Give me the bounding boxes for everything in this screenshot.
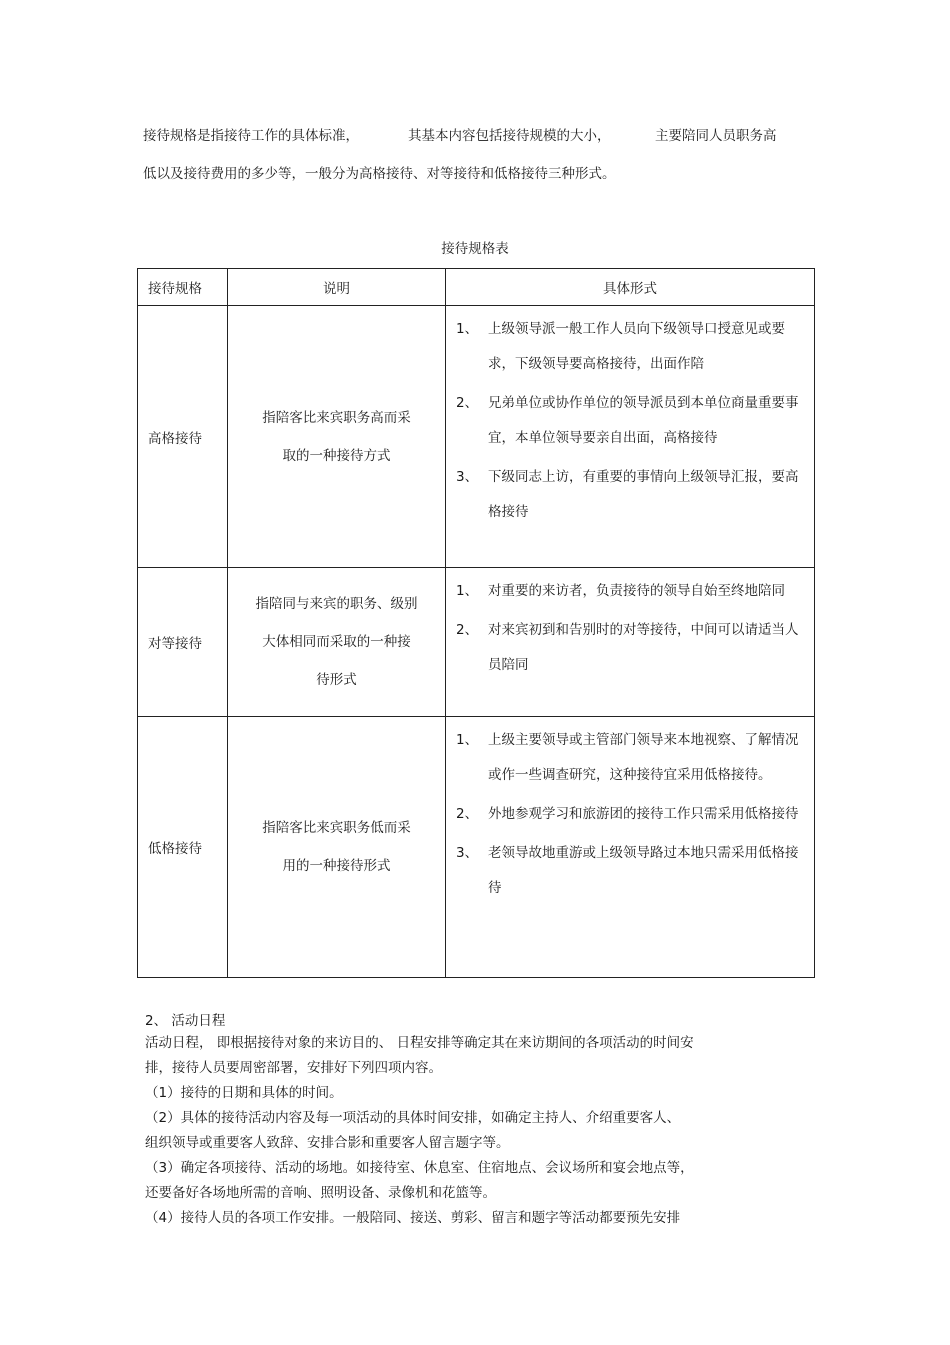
description-line: 待形式 bbox=[316, 672, 357, 688]
description-line: 指陪客比来宾职务高而采 bbox=[262, 409, 411, 426]
list-item bbox=[456, 797, 810, 832]
table-row bbox=[138, 717, 815, 978]
list-item bbox=[456, 460, 810, 530]
header-description: 说明 bbox=[228, 269, 446, 306]
list-item bbox=[456, 613, 810, 683]
description-line: 大体相同而采取的一种接 bbox=[262, 634, 411, 650]
table-header-row bbox=[138, 269, 815, 306]
description-line: 取的一种接待方式 bbox=[282, 447, 391, 464]
row-category: 对等接待 bbox=[138, 568, 228, 717]
item-number: 2、 bbox=[456, 622, 479, 638]
item-text: 对来宾初到和告别时的对等接待，中间可以请适当人员陪同 bbox=[488, 622, 799, 673]
section-text-line: （2）具体的接待活动内容及每一项活动的具体时间安排，如确定主持人、介绍重要客人、 bbox=[145, 1110, 681, 1126]
intro-line1-part3: 主要陪同人员职务高 bbox=[655, 128, 777, 144]
item-number: 3、 bbox=[456, 845, 479, 861]
item-text: 外地参观学习和旅游团的接待工作只需采用低格接待 bbox=[488, 806, 799, 822]
section-text-line: 组织领导或重要客人致辞、安排合影和重要客人留言题字等。 bbox=[145, 1135, 510, 1151]
item-text: 上级领导派一般工作人员向下级领导口授意见或要求，下级领导要高格接待，出面作陪 bbox=[488, 321, 785, 372]
item-text: 对重要的来访者，负责接待的领导自始至终地陪同 bbox=[488, 583, 785, 599]
description-line: 指陪客比来宾职务低而采 bbox=[262, 820, 411, 836]
section-text-line: （4）接待人员的各项工作安排。一般陪同、接送、剪彩、留言和题字等活动都要预先安排 bbox=[145, 1210, 681, 1226]
reception-spec-table bbox=[137, 268, 815, 978]
item-text: 兄弟单位或协作单位的领导派员到本单位商量重要事宜，本单位领导要亲自出面，高格接待 bbox=[488, 395, 799, 446]
item-number: 2、 bbox=[456, 806, 479, 822]
header-spec: 接待规格 bbox=[138, 269, 228, 306]
row-category: 低格接待 bbox=[138, 717, 228, 978]
section-text-line: 排，接待人员要周密部署，安排好下列四项内容。 bbox=[145, 1060, 442, 1076]
item-text: 上级主要领导或主管部门领导来本地视察、了解情况或作一些调查研究，这种接待宜采用低格接待。 bbox=[488, 732, 799, 783]
table-row bbox=[138, 306, 815, 568]
list-item bbox=[456, 386, 810, 456]
section-text-line: 活动日程， 即根据接待对象的来访目的、 日程安排等确定其在来访期间的各项活动的时间安 bbox=[145, 1035, 694, 1051]
row-forms bbox=[446, 717, 815, 978]
table-row bbox=[138, 568, 815, 717]
item-text: 下级同志上访，有重要的事情向上级领导汇报，要高格接待 bbox=[488, 469, 799, 520]
row-description bbox=[228, 306, 446, 568]
row-category: 高格接待 bbox=[138, 306, 228, 568]
item-number: 3、 bbox=[456, 469, 479, 485]
list-item bbox=[456, 312, 810, 382]
row-description bbox=[228, 717, 446, 978]
section-text-line: （1）接待的日期和具体的时间。 bbox=[145, 1085, 343, 1101]
table-caption: 接待规格表 bbox=[441, 241, 509, 257]
section-heading: 2、 活动日程 bbox=[145, 1013, 226, 1029]
item-number: 1、 bbox=[456, 732, 479, 748]
row-description bbox=[228, 568, 446, 717]
list-item bbox=[456, 574, 810, 609]
section-text-line: 还要备好各场地所需的音响、照明设备、录像机和花篮等。 bbox=[145, 1185, 496, 1201]
row-forms bbox=[446, 568, 815, 717]
list-item bbox=[456, 723, 810, 793]
item-text: 老领导故地重游或上级领导路过本地只需采用低格接待 bbox=[488, 845, 799, 896]
description-line: 指陪同与来宾的职务、级别 bbox=[255, 596, 418, 612]
intro-line1-part2: 其基本内容包括接待规模的大小， bbox=[408, 128, 611, 144]
item-number: 1、 bbox=[456, 583, 479, 599]
intro-line2: 低以及接待费用的多少等，一般分为高格接待、对等接待和低格接待三种形式。 bbox=[143, 166, 616, 182]
item-number: 2、 bbox=[456, 395, 479, 411]
section-text-line: （3）确定各项接待、活动的场地。如接待室、休息室、住宿地点、会议场所和宴会地点等， bbox=[145, 1160, 694, 1176]
description-line: 用的一种接待形式 bbox=[282, 858, 391, 874]
header-forms: 具体形式 bbox=[446, 269, 815, 306]
row-forms bbox=[446, 306, 815, 568]
item-number: 1、 bbox=[456, 321, 479, 337]
intro-line1-part1: 接待规格是指接待工作的具体标准， bbox=[143, 128, 359, 144]
list-item bbox=[456, 836, 810, 906]
